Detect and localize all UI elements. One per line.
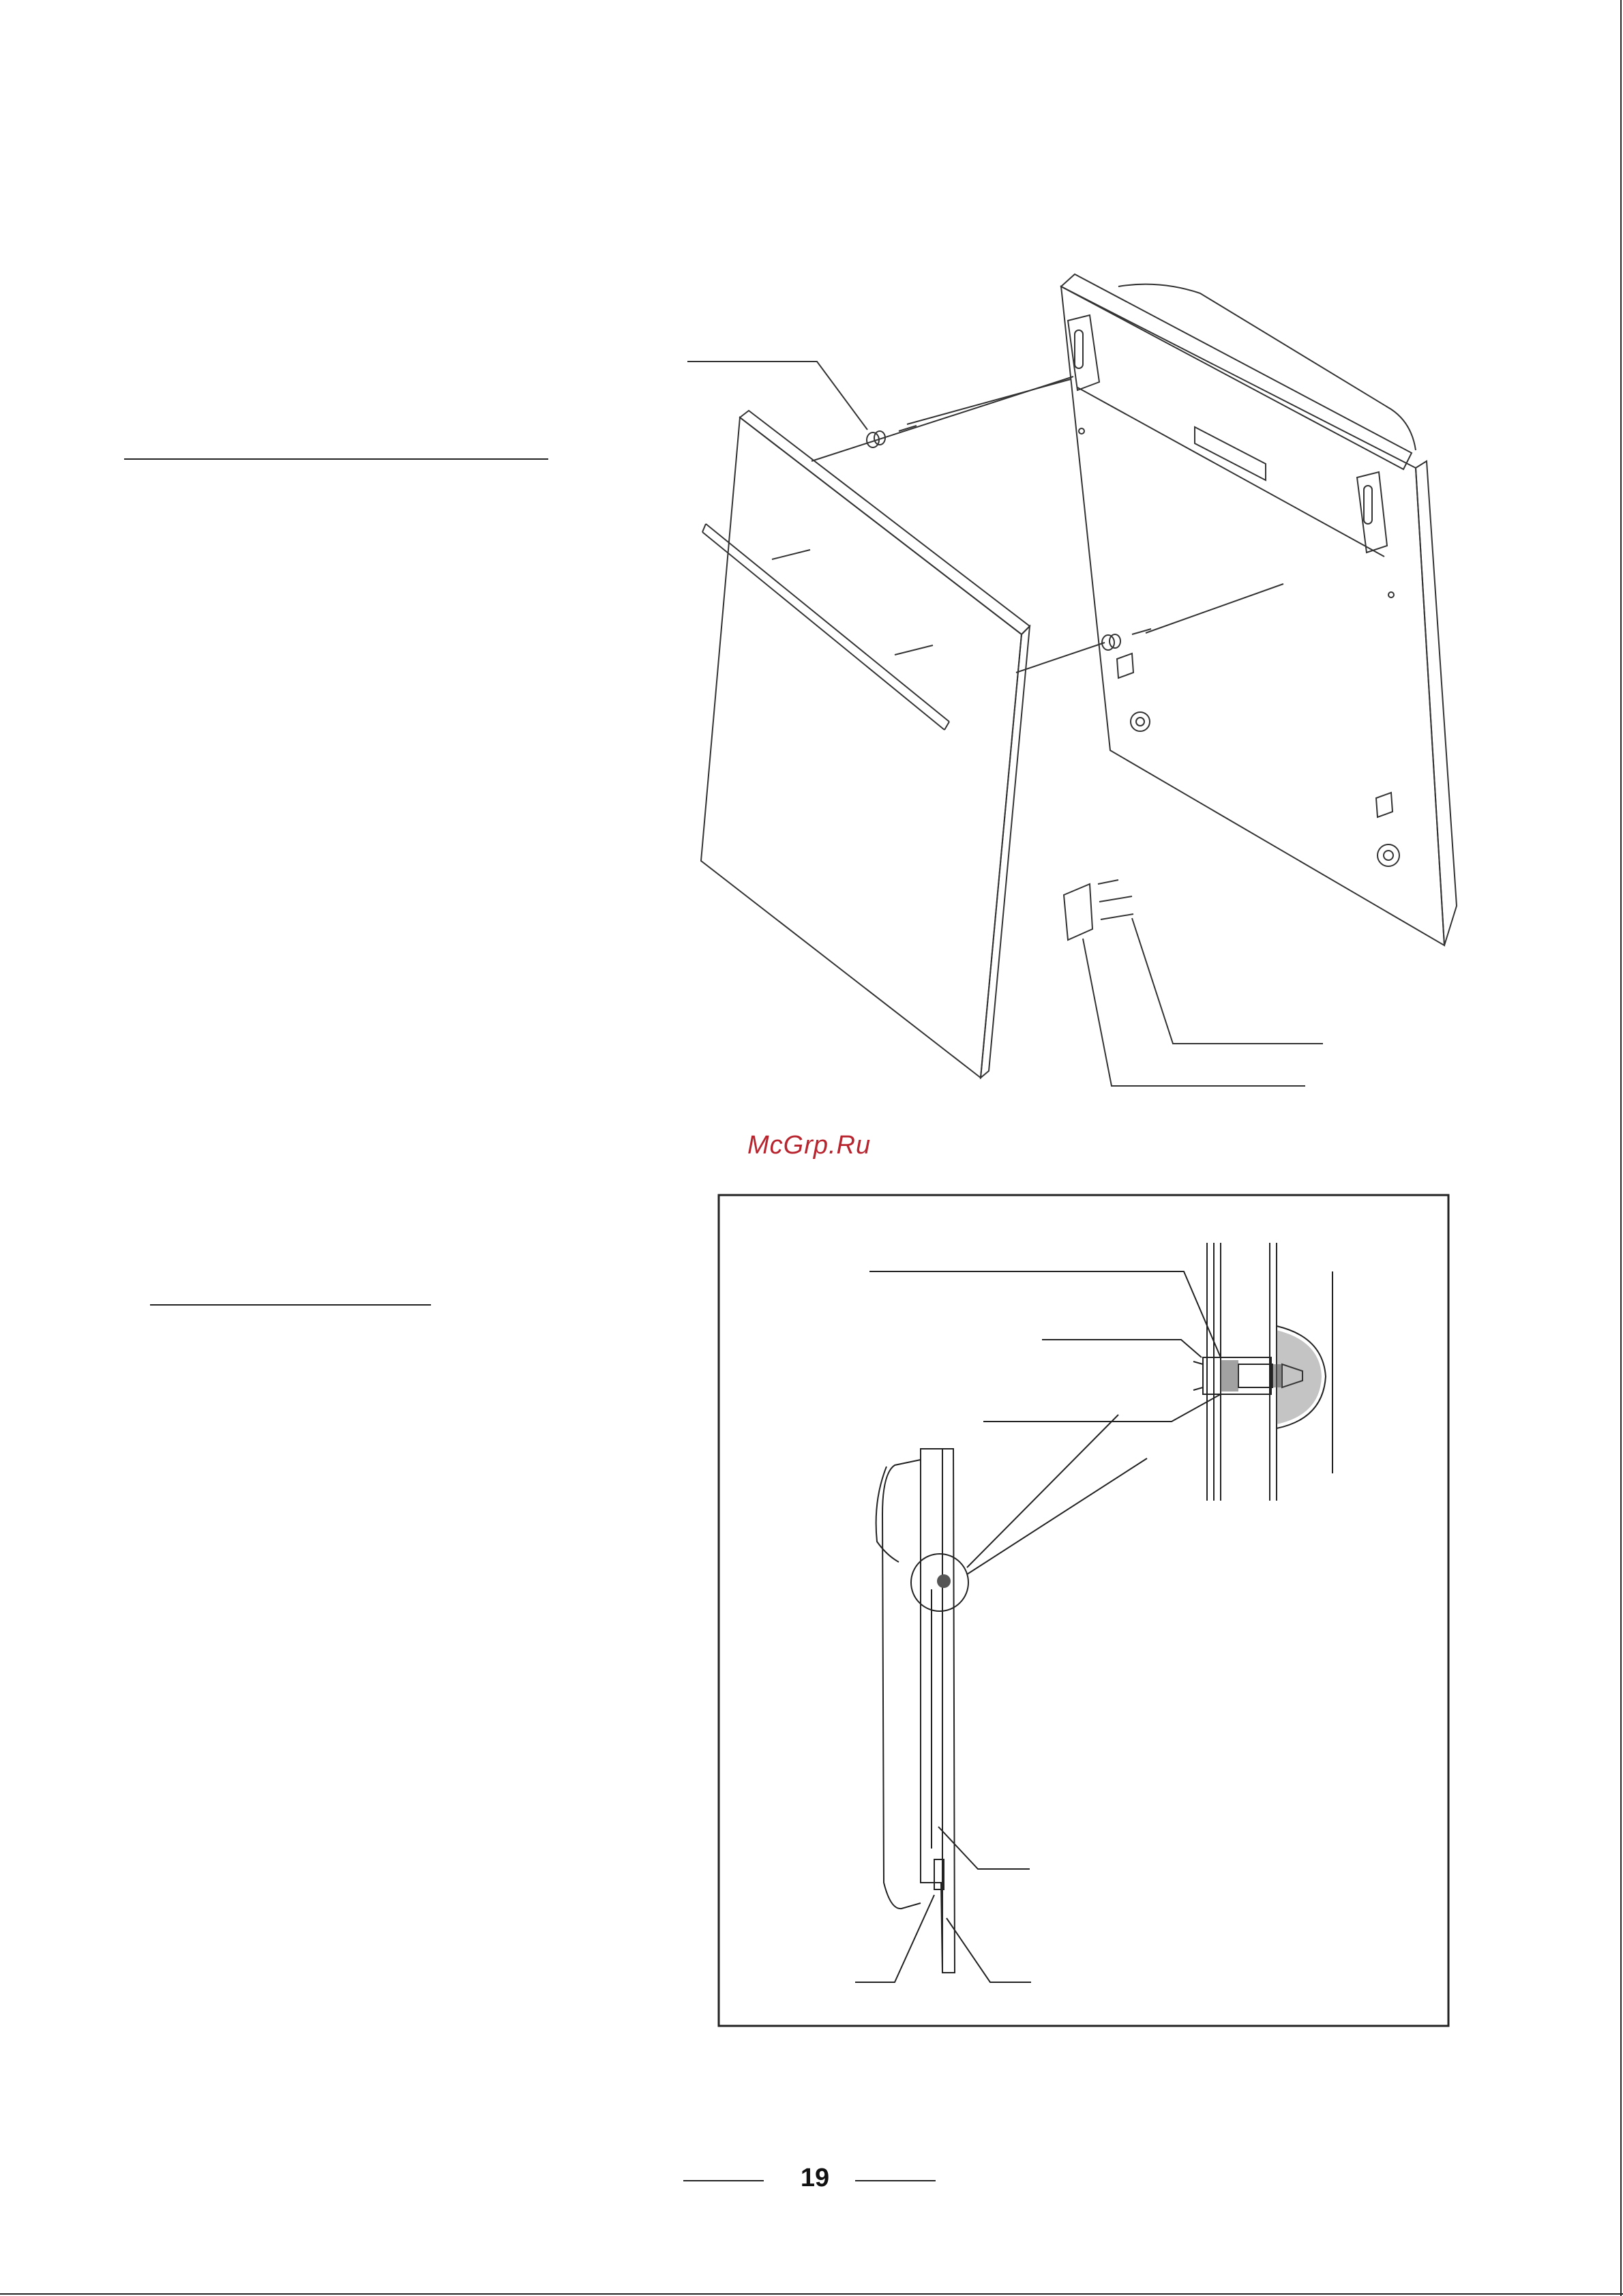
footer-rule-left (683, 2180, 764, 2181)
watermark: McGrp.Ru (747, 1131, 872, 1160)
footer-rule-right (855, 2180, 936, 2181)
page-number: 19 (800, 2164, 830, 2192)
page-border-bottom (0, 2293, 1623, 2295)
